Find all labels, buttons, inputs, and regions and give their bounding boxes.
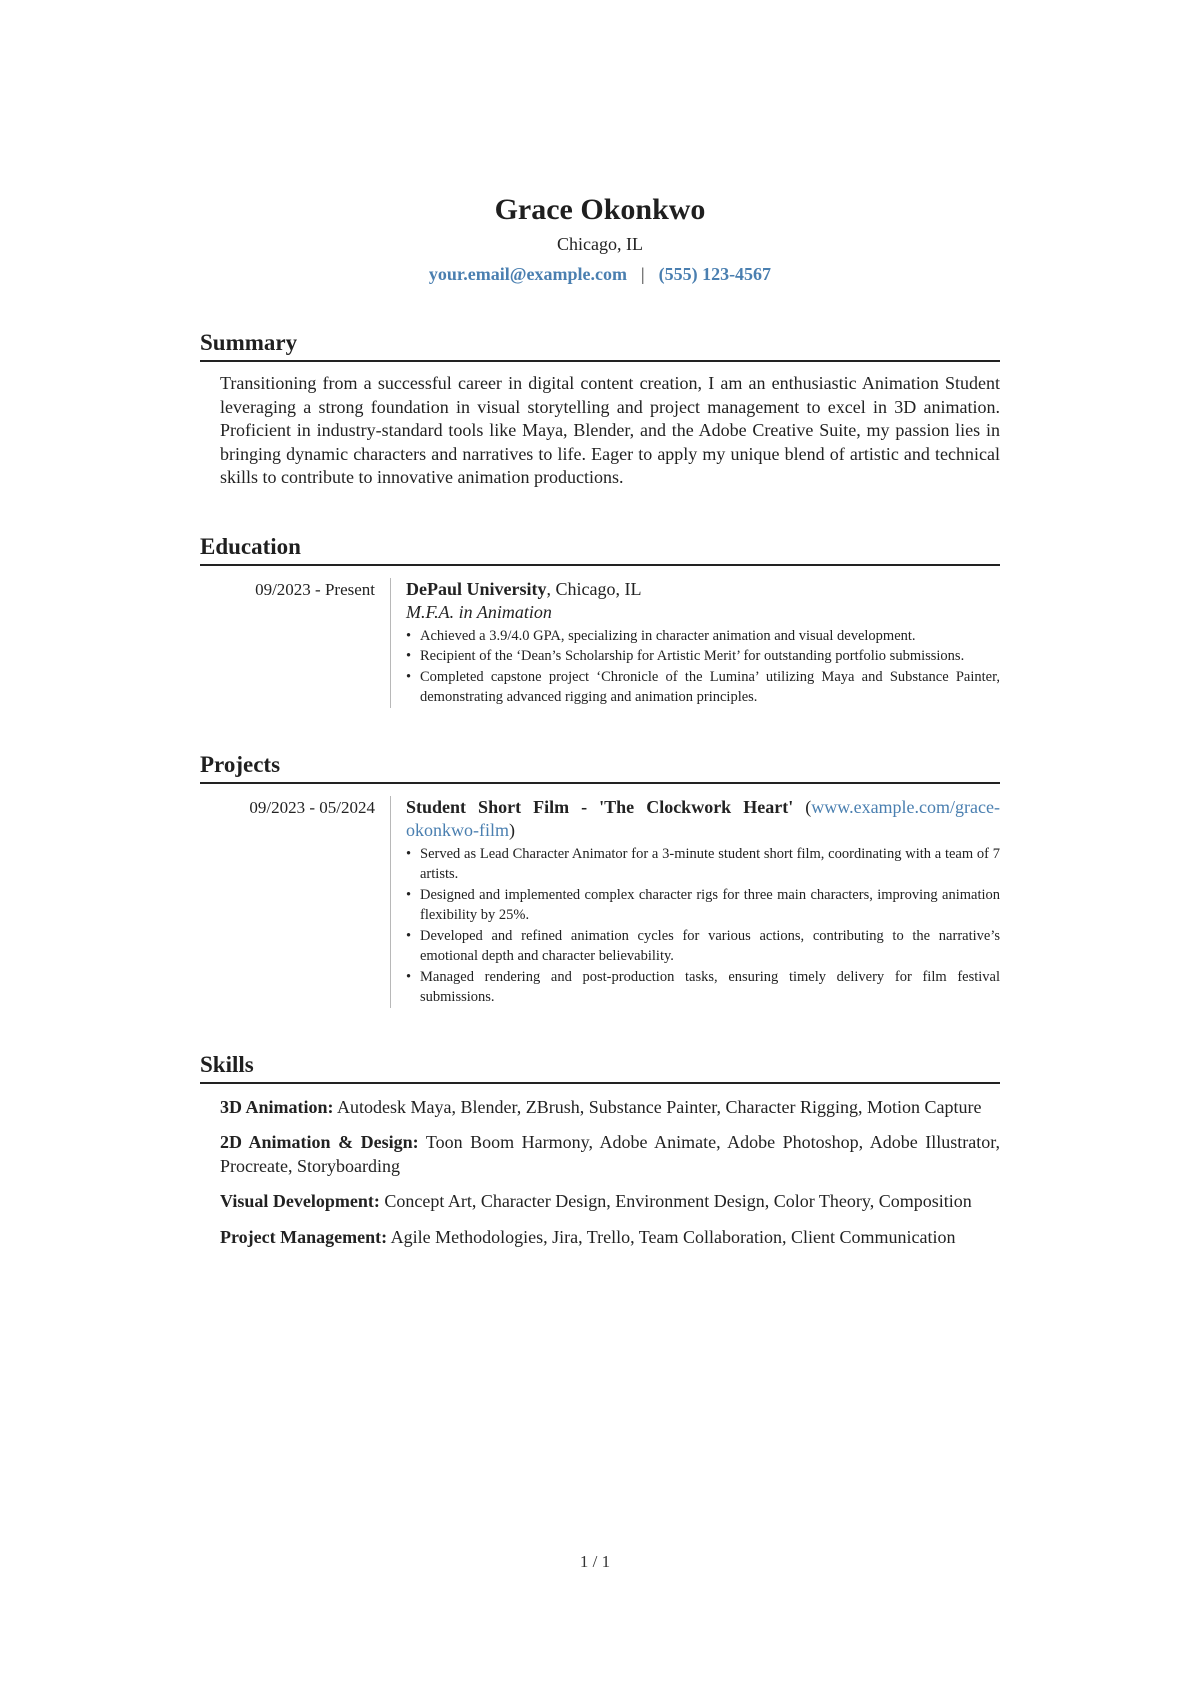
project-name: Student Short Film - 'The Clockwork Heart' bbox=[406, 796, 794, 817]
project-entry bbox=[200, 796, 1000, 1008]
skill-label: 2D Animation & Design: bbox=[220, 1132, 419, 1152]
skill-label: 3D Animation: bbox=[220, 1096, 334, 1117]
section-title-skills: Skills bbox=[200, 1050, 1000, 1084]
phone-link[interactable]: (555) 123-4567 bbox=[658, 264, 772, 284]
resume-header bbox=[200, 190, 1000, 286]
institution-line bbox=[406, 578, 1000, 601]
skill-label: Visual Development: bbox=[220, 1191, 380, 1211]
projects-section bbox=[200, 750, 1000, 1008]
list-item: • Developed and refined animation cycles for various actions, contributing to the narrative’s emotional depth and character believability. bbox=[406, 926, 1000, 967]
degree: M.F.A. in Animation bbox=[406, 601, 552, 622]
skill-row-visual-development bbox=[220, 1190, 1000, 1214]
page-number: 1 / 1 bbox=[579, 1552, 611, 1571]
resume-page bbox=[200, 190, 1000, 1249]
summary-section bbox=[200, 328, 1000, 490]
contact-line bbox=[200, 262, 1000, 286]
institution-name: DePaul University bbox=[406, 578, 547, 599]
list-item: • Served as Lead Character Animator for a 3-minute student short film, coordinating with a team of 7 artists. bbox=[406, 844, 1000, 885]
skill-value: Toon Boom Harmony, Adobe Animate, Adobe Photoshop, Adobe Illustrator, Procreate, Storyboarding bbox=[220, 1132, 1000, 1176]
skills-list bbox=[200, 1096, 1000, 1250]
skill-value: Concept Art, Character Design, Environment Design, Color Theory, Composition bbox=[379, 1191, 972, 1211]
project-link[interactable]: www.example.com/grace-okonkwo-film bbox=[406, 796, 1000, 840]
contact-separator: | bbox=[640, 264, 645, 284]
skill-label: Project Management: bbox=[220, 1226, 388, 1247]
list-item: • Recipient of the ‘Dean’s Scholarship for Artistic Merit’ for outstanding portfolio submissions. bbox=[406, 646, 1000, 667]
institution-location: , Chicago, IL bbox=[546, 578, 642, 599]
section-title-education: Education bbox=[200, 532, 1000, 566]
education-bullets bbox=[406, 626, 1000, 708]
skill-value: Agile Methodologies, Jira, Trello, Team Collaboration, Client Communication bbox=[387, 1226, 956, 1247]
education-section bbox=[200, 532, 1000, 708]
entry-body bbox=[390, 578, 1000, 708]
education-entry bbox=[200, 578, 1000, 708]
entry-date: 09/2023 - Present bbox=[255, 579, 375, 599]
project-bullets bbox=[406, 844, 1000, 1008]
list-item: • Achieved a 3.9/4.0 GPA, specializing in character animation and visual development. bbox=[406, 626, 1000, 647]
list-item: • Completed capstone project ‘Chronicle of the Lumina’ utilizing Maya and Substance Painter, demonstrating advanced rigging and animation principles. bbox=[406, 667, 1000, 708]
entry-body bbox=[390, 796, 1000, 1008]
entry-date: 09/2023 - 05/2024 bbox=[249, 797, 375, 817]
link-paren-open: ( bbox=[793, 796, 812, 817]
section-title-summary: Summary bbox=[200, 328, 1000, 362]
email-link[interactable]: your.email@example.com bbox=[428, 264, 627, 284]
summary-text: Transitioning from a successful career in digital content creation, I am an enthusiastic Animation Student leveraging a strong foundation in visual storytelling and project management to excel in 3D animation. Proficient in industry-standard tools like Maya, Blender, and the Adobe Creative Suite, my passion lies in bringing dynamic characters and narratives to life. Eager to apply my unique blend of artistic and technical skills to contribute to innovative animation productions. bbox=[220, 373, 1000, 487]
skill-value: Autodesk Maya, Blender, ZBrush, Substance Painter, Character Rigging, Motion Capture bbox=[333, 1096, 982, 1117]
section-title-projects: Projects bbox=[200, 750, 1000, 784]
list-item: • Managed rendering and post-production tasks, ensuring timely delivery for film festival submissions. bbox=[406, 967, 1000, 1008]
skill-row-3d-animation bbox=[220, 1096, 1000, 1120]
skills-section bbox=[200, 1050, 1000, 1250]
project-title-line bbox=[406, 796, 1000, 842]
skill-row-2d-animation bbox=[220, 1131, 1000, 1178]
candidate-name: Grace Okonkwo bbox=[494, 193, 706, 226]
candidate-location: Chicago, IL bbox=[557, 234, 643, 254]
list-item: • Designed and implemented complex character rigs for three main characters, improving animation flexibility by 25%. bbox=[406, 885, 1000, 926]
link-paren-close: ) bbox=[509, 819, 515, 840]
skill-row-project-management bbox=[220, 1226, 1000, 1250]
